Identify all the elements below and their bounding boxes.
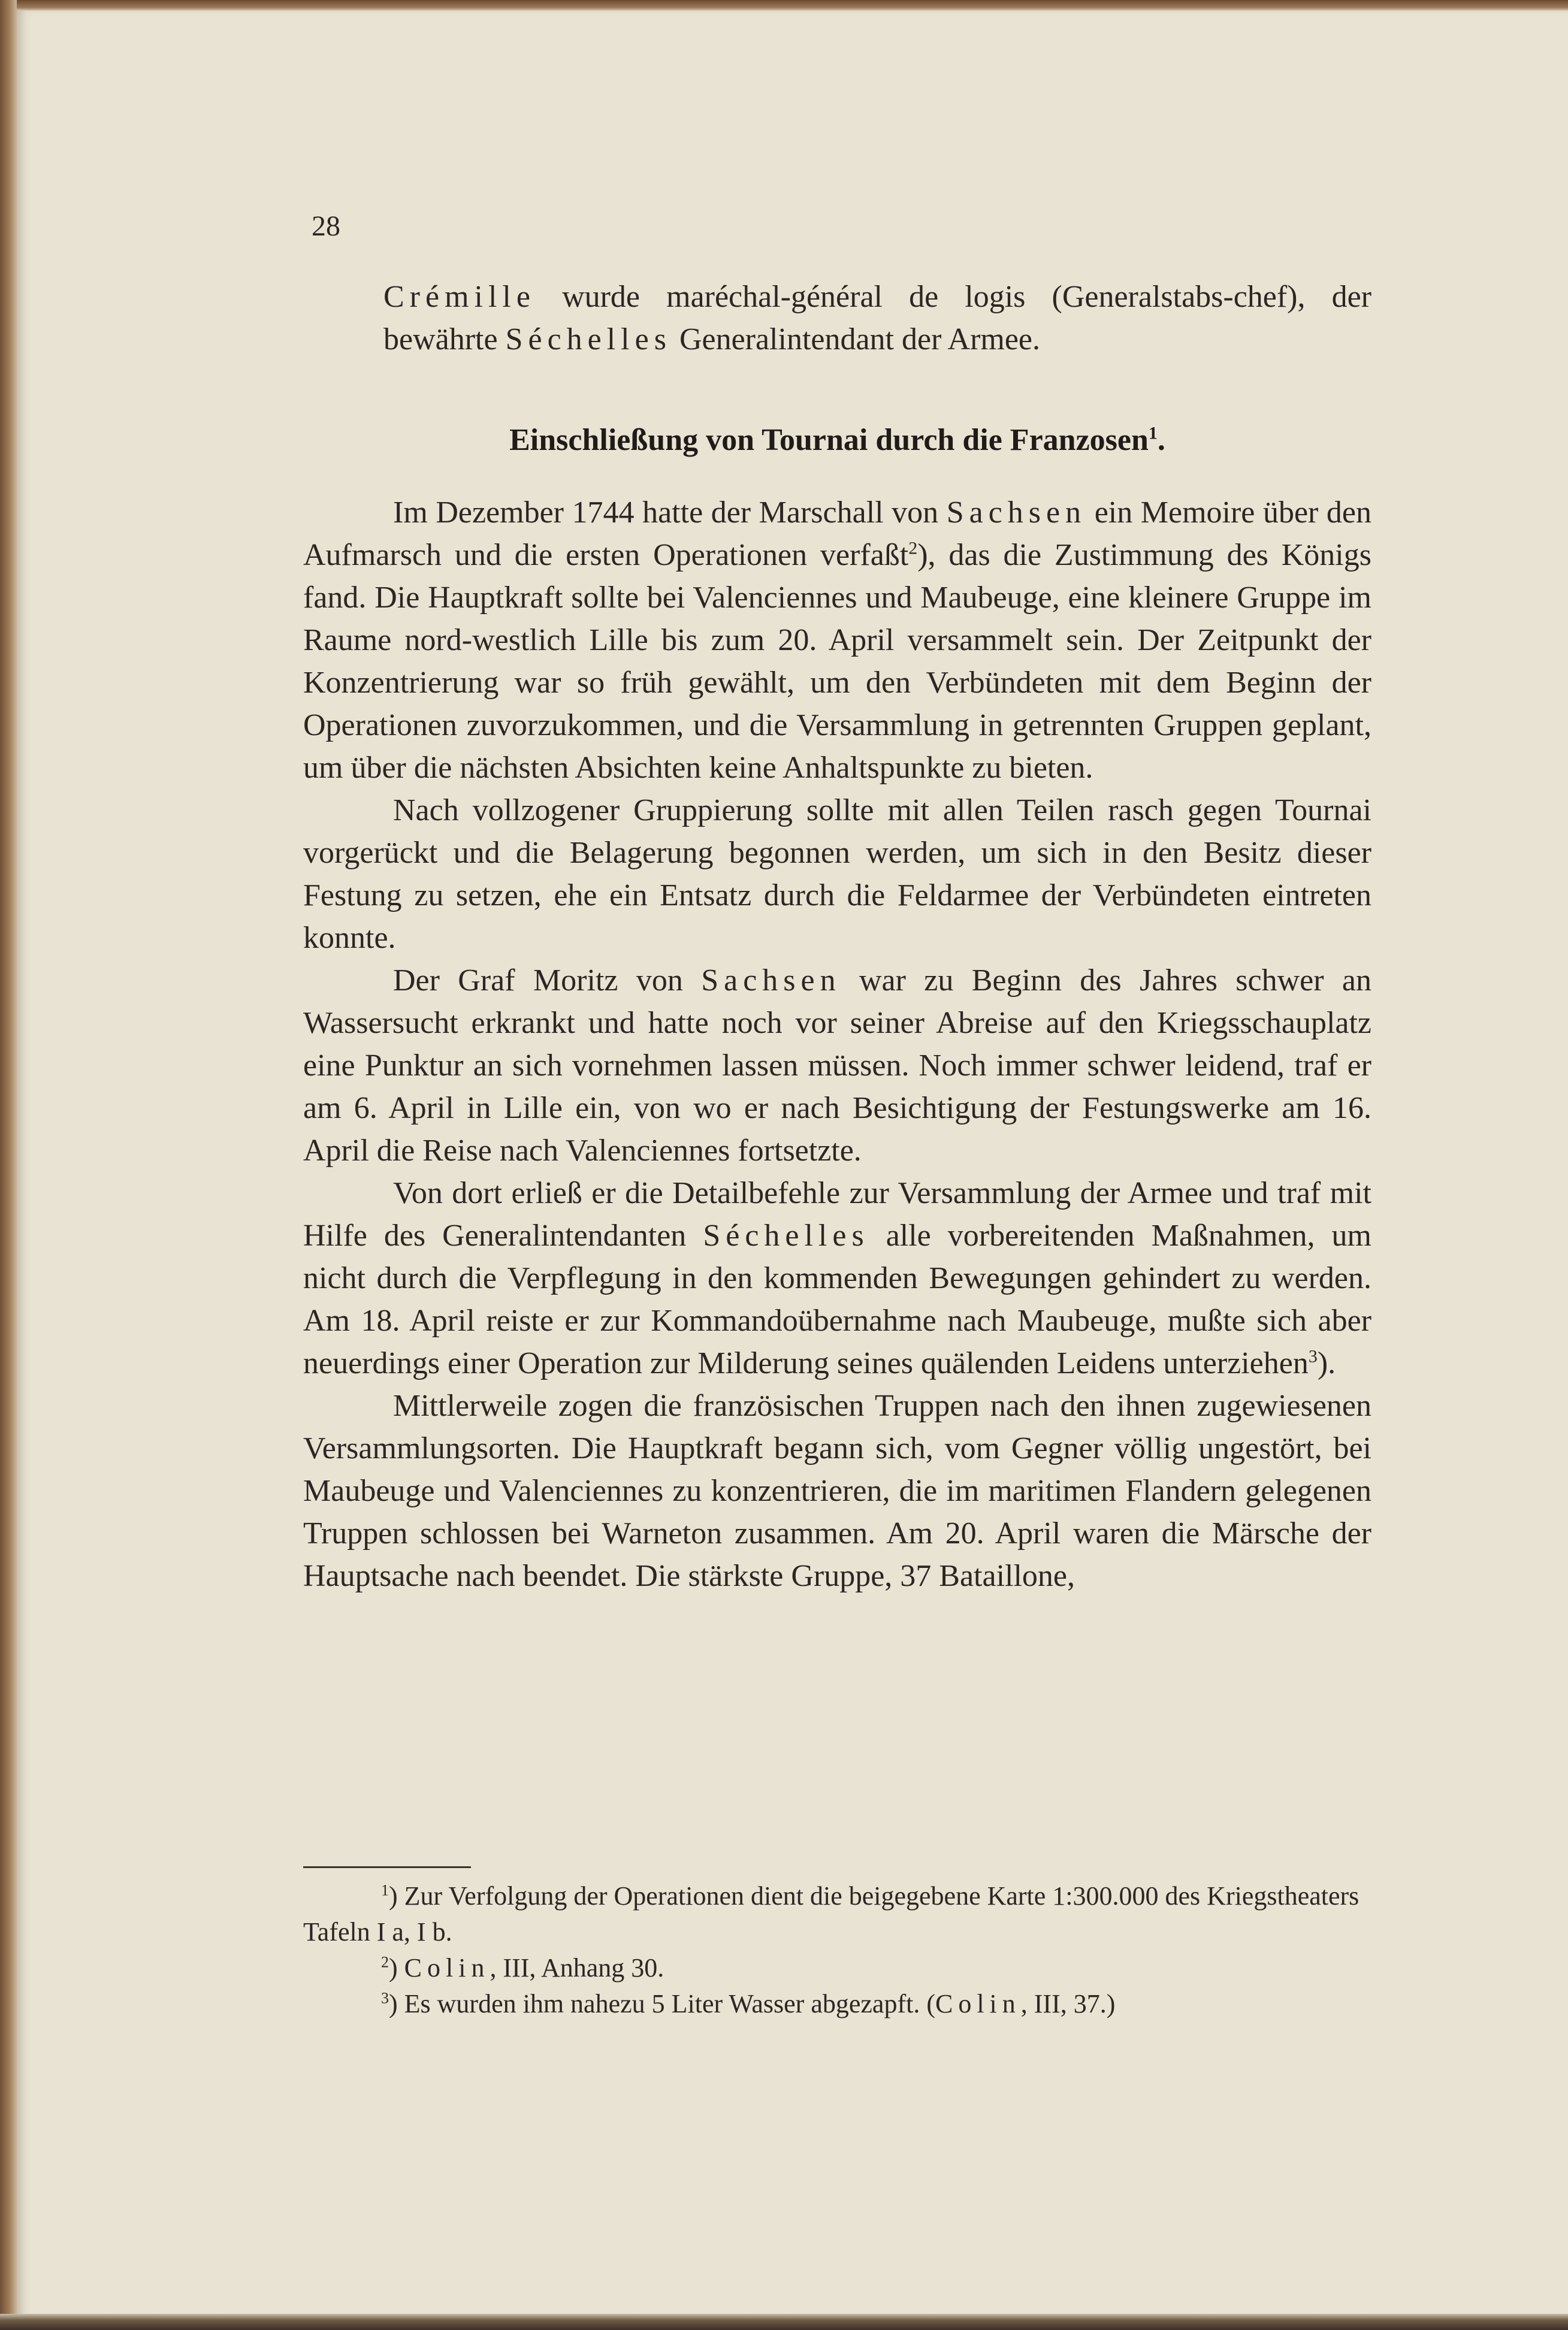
text-run: ). — [1317, 1346, 1336, 1380]
person-name: Sachsen — [701, 963, 841, 998]
footnote-divider — [303, 1866, 471, 1868]
footnote-mark: 1 — [381, 1881, 389, 1899]
footnote-mark: 2 — [381, 1953, 389, 1971]
text-run: Mittlerweile zogen die französischen Truppen nach den ihnen zugewiesenen Versammlungsorten. Die Hauptkraft begann sich, vom Gegner völlig ungestört, bei Maubeuge und Valenciennes zu konzentrieren, die im maritimen Flandern gelegenen Truppen schlossen bei Warneton zusammen. Am 20. April waren die Märsche der Hauptsache nach beendet. Die stärkste Gruppe, 37 Bataillone, — [303, 1389, 1371, 1593]
person-name: Sachsen — [946, 495, 1087, 530]
footnote-ref: 3 — [1308, 1346, 1318, 1367]
text-run: Im Dezember 1744 hatte der Marschall von — [393, 495, 947, 530]
footnote-text: , III, 37.) — [1020, 1989, 1116, 2018]
page-edge-top — [0, 0, 1568, 11]
body-text — [303, 491, 1371, 1597]
person-name: Colin — [404, 1953, 490, 1983]
paragraph — [303, 1385, 1371, 1597]
text-run: ein Memoire über den Aufmarsch und die ersten Operationen verfaßt — [303, 495, 1371, 572]
text-run: Der Graf Moritz von — [393, 963, 702, 998]
text-run: Nach vollzogener Gruppierung sollte mit allen Teilen rasch gegen Tournai vorgerückt und die Belagerung begonnen werden, um sich in den Besitz dieser Festung zu setzen, ehe ein Entsatz durch die Feldarmee der Verbündeten eintreten konnte. — [303, 793, 1371, 955]
page-number: 28 — [312, 210, 340, 242]
paragraph — [303, 491, 1371, 789]
heading-trailing: . — [1157, 423, 1165, 457]
footnote-paren: ) — [389, 1953, 404, 1983]
footnote — [303, 1986, 1371, 2022]
footnote-text: ) Zur Verfolgung der Operationen dient die beigegebene Karte 1:300.000 des Kriegstheaters Tafeln I a, I b. — [303, 1881, 1359, 1947]
text-run: ), das die Zustimmung des Königs fand. Die Hauptkraft sollte bei Valenciennes und Maubeuge, eine kleinere Gruppe im Raume nord-westlich Lille bis zum 20. April versammelt sein. Der Zeitpunkt der Konzentrierung war so früh gewählt, um den Verbündeten mit dem Beginn der Operationen zuvorzukommen, und die Versammlung in getrennten Gruppen geplant, um über die nächsten Absichten keine Anhaltspunkte zu bieten. — [303, 538, 1371, 785]
person-name: Séchelles — [703, 1219, 869, 1253]
footnote-ref: 1 — [1148, 423, 1158, 443]
paragraph — [303, 1172, 1371, 1385]
footnote — [303, 1878, 1371, 1950]
text-run: alle vorbereitenden Maßnahmen, um nicht durch die Verpflegung in den kommenden Bewegungen gehindert zu werden. Am 18. April reiste er zur Kommandoübernahme nach Maubeuge, mußte sich aber neuerdings einer Operation zur Milderung seines quälenden Leidens unterziehen — [303, 1219, 1371, 1380]
text-run: wurde maréchal-général de logis (Generalstabs-chef), der bewährte — [383, 280, 1371, 356]
section-heading-text: Einschließung von Tournai durch die Franzosen — [509, 423, 1149, 457]
person-name: Séchelles — [505, 322, 672, 356]
footnote — [303, 1950, 1371, 1986]
footnote-mark: 3 — [381, 1989, 389, 2007]
footnote-text: ) Es wurden ihm nahezu 5 Liter Wasser abgezapft. ( — [389, 1989, 935, 2018]
page-edge-left — [0, 0, 17, 2330]
text-run: war zu Beginn des Jahres schwer an Wassersucht erkrankt und hatte noch vor seiner Abreise auf den Kriegsschauplatz eine Punktur an sich vornehmen lassen müssen. Noch immer schwer leidend, traf er am 6. April in Lille ein, von wo er nach Besichtigung der Festungswerke am 16. April die Reise nach Valenciennes fortsetzte. — [303, 963, 1371, 1168]
footnote-text: , III, Anhang 30. — [490, 1953, 664, 1983]
footnote-ref: 2 — [908, 538, 918, 558]
footnotes — [303, 1878, 1371, 2022]
intro-paragraph — [303, 276, 1371, 361]
person-name: Colin — [935, 1989, 1021, 2018]
section-heading — [303, 422, 1371, 458]
paragraph — [303, 789, 1371, 959]
text-run: Von dort erließ er die Detailbefehle zur Versammlung der Armee und traf mit Hilfe des Generalintendanten — [303, 1176, 1371, 1253]
person-name: Crémille — [383, 280, 536, 314]
paragraph — [303, 959, 1371, 1172]
text-run: Generalintendant der Armee. — [671, 322, 1040, 356]
page-edge-bottom — [0, 2314, 1568, 2330]
